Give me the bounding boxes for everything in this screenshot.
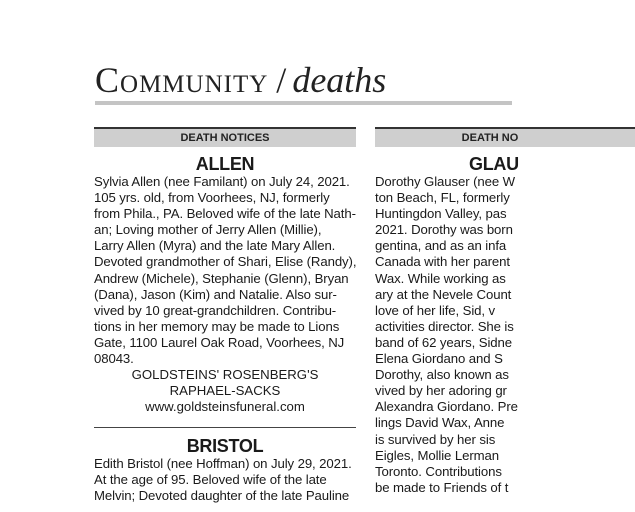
column-heading: DEATH NOTICES — [94, 127, 356, 147]
notice-line: gentina, and as an infa — [375, 238, 507, 254]
title-separator: / — [276, 60, 287, 100]
notice-name: BRISTOL — [186, 436, 264, 457]
notice-line: Gate, 1100 Laurel Oak Road, Voorhees, NJ — [94, 334, 345, 350]
notice-body — [94, 174, 356, 367]
section-subtitle: deaths — [292, 60, 387, 100]
header-rule — [95, 101, 512, 105]
notice-line: Larry Allen (Myra) and the late Mary Allen. — [94, 238, 336, 254]
column-heading: DEATH NO — [375, 127, 635, 147]
notice-line: be made to Friends of t — [375, 479, 509, 495]
notice-line: Andrew (Michele), Stephanie (Glenn), Bryan — [94, 270, 349, 286]
notice-line: love of her life, Sid, v — [375, 302, 496, 318]
notice-line: ary at the Nevele Count — [375, 286, 512, 302]
section-title: Community — [95, 60, 269, 100]
notice-divider — [94, 427, 356, 428]
notice-line: Edith Bristol (nee Hoffman) on July 29, 2021. — [94, 456, 352, 472]
notice-line: Dorothy Glauser (nee W — [375, 174, 515, 189]
notice-line: Wax. While working as — [375, 270, 506, 286]
notice-name: ALLEN — [195, 154, 255, 174]
death-notice-allen — [94, 154, 356, 415]
notice-body — [94, 456, 356, 504]
notice-line: tions in her memory may be made to Lions — [94, 318, 340, 334]
funeral-home-name-2: RAPHAEL-SACKS — [169, 383, 281, 399]
notice-line: Eigles, Mollie Lerman — [375, 447, 499, 463]
notice-line: 105 yrs. old, from Voorhees, NJ, formerly — [94, 190, 330, 206]
notice-line: Alexandra Giordano. Pre — [375, 399, 518, 415]
death-notice-bristol — [94, 436, 356, 504]
notice-line: vived by her adoring gr — [375, 383, 507, 399]
notice-line: from Phila., PA. Beloved wife of the late Nath- — [94, 206, 356, 222]
notice-line: Toronto. Contributions — [375, 463, 502, 479]
notice-line: Dorothy, also known as — [375, 367, 509, 383]
funeral-home-name: GOLDSTEINS' ROSENBERG'S — [131, 367, 319, 383]
funeral-home-website: www.goldsteinsfuneral.com — [145, 399, 305, 415]
notice-name: GLAU — [469, 154, 519, 174]
notice-line: an; Loving mother of Jerry Allen (Millie), — [94, 222, 322, 238]
notice-line: Huntingdon Valley, pas — [375, 206, 507, 222]
notice-line: 08043. — [94, 351, 134, 367]
notice-line: is survived by her sis — [375, 431, 496, 447]
notice-line: Sylvia Allen (nee Familant) on July 24, 2021. — [94, 174, 350, 189]
notice-line: 2021. Dorothy was born — [375, 222, 513, 238]
notice-line: Melvin; Devoted daughter of the late Pauline — [94, 488, 350, 504]
notice-line: Devoted grandmother of Shari, Elise (Randy), — [94, 254, 357, 270]
notice-body — [375, 174, 635, 496]
notices-column-1 — [94, 127, 356, 512]
page-header — [95, 60, 386, 100]
notice-line: Elena Giordano and S — [375, 351, 503, 367]
notice-line: band of 62 years, Sidne — [375, 334, 512, 350]
funeral-home — [94, 367, 356, 415]
notice-line: (Dana), Jason (Kim) and Natalie. Also sur- — [94, 286, 337, 302]
notice-line: At the age of 95. Beloved wife of the late — [94, 472, 327, 488]
notices-column-2 — [375, 127, 635, 512]
notice-line: ton Beach, FL, formerly — [375, 190, 510, 206]
notice-line: Canada with her parent — [375, 254, 510, 270]
notice-line: lings David Wax, Anne — [375, 415, 505, 431]
notice-line: activities director. She is — [375, 318, 514, 334]
death-notice-glauser — [375, 154, 635, 496]
notice-line: vived by 10 great-grandchildren. Contribu- — [94, 302, 337, 318]
